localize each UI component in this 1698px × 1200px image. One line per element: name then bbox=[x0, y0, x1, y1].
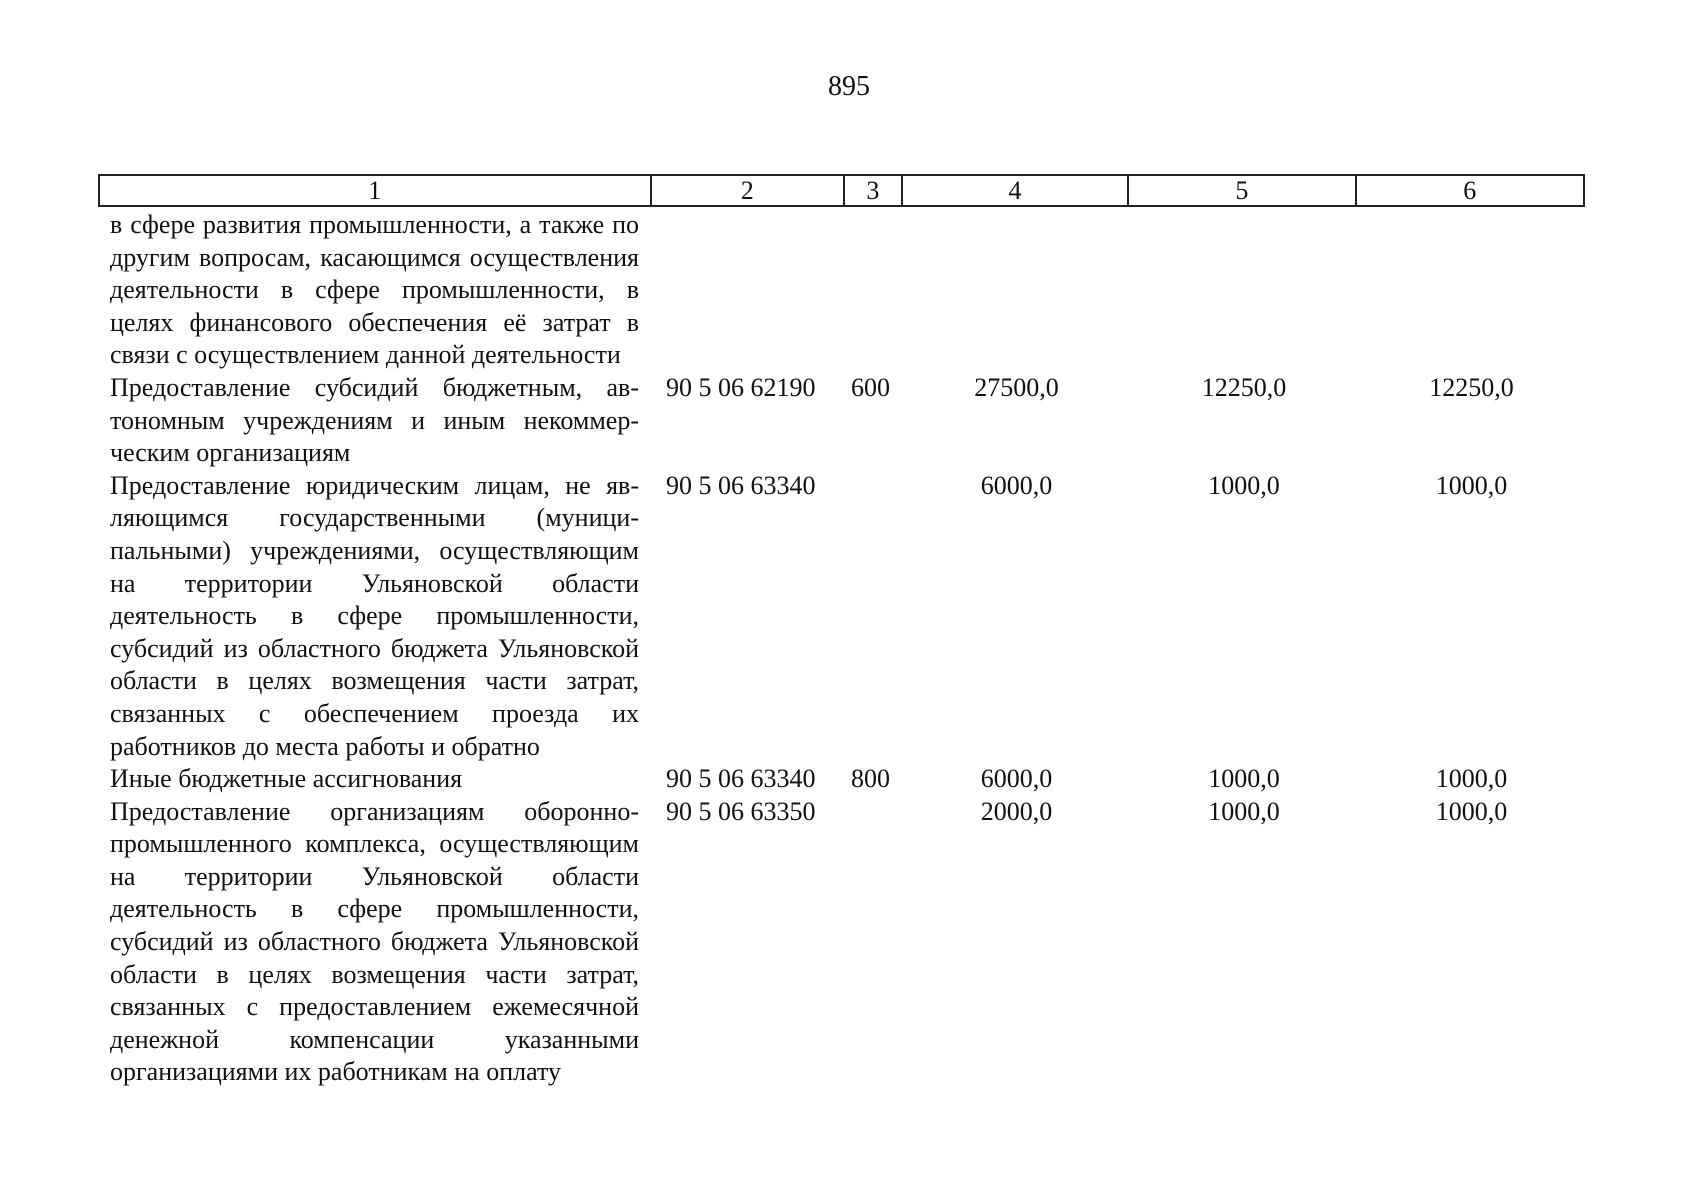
row-value-col4: 6000,0 bbox=[980, 764, 1053, 794]
table-row bbox=[98, 763, 1585, 796]
column-header-6: 6 bbox=[1463, 176, 1477, 205]
row-expense-type: 800 bbox=[851, 764, 890, 794]
row-description: в сфере развития промышленности, а также по другим вопросам, касающимся осуществления деятельности в сфере промышленности, в целях финансового обеспечения её затрат в связи с осуществлением данной деятельности bbox=[110, 210, 639, 370]
row-value-col5: 1000,0 bbox=[1208, 764, 1280, 794]
table-row bbox=[98, 372, 1585, 470]
row-value-col4: 27500,0 bbox=[974, 372, 1059, 402]
page-number: 895 bbox=[828, 71, 870, 102]
column-header-3: 3 bbox=[845, 176, 903, 205]
table-row bbox=[98, 470, 1585, 763]
table-row bbox=[98, 796, 1585, 1089]
row-value-col4: 2000,0 bbox=[980, 796, 1053, 826]
row-code: 90 5 06 62190 bbox=[666, 372, 816, 402]
column-header-5: 5 bbox=[1129, 176, 1356, 205]
column-header-4: 4 bbox=[903, 176, 1129, 205]
column-header-1: 1 bbox=[100, 176, 652, 205]
row-description: Предоставление юридическим лицам, не являющимся государственными (муниципальными) учреждениями, осуществляющим на территории Ульяновской области деятельность в сфере промышленности, субсидий из областного бюджета Ульяновской области в целях возмещения части затрат, связанных с обеспечением проезда их работников до места работы и обратно bbox=[110, 470, 639, 761]
row-value-col5: 12250,0 bbox=[1201, 372, 1287, 402]
row-value-col5: 1000,0 bbox=[1208, 796, 1280, 826]
column-header-2: 2 bbox=[652, 176, 845, 205]
row-description: Предоставление организациям оборонно-промышленного комплекса, осуществляющим на территории Ульяновской области деятельность в сфере промышленности, субсидий из областного бюджета Ульяновской области в целях возмещения части затрат, связанных с предоставлением ежемесячной денежной компенсации указанными организациями их работникам на оплату bbox=[110, 796, 639, 1087]
row-value-col6: 12250,0 bbox=[1429, 372, 1514, 402]
row-value-col4: 6000,0 bbox=[980, 470, 1053, 500]
row-value-col6: 1000,0 bbox=[1435, 764, 1508, 794]
row-code: 90 5 06 63350 bbox=[666, 796, 816, 826]
budget-table-body bbox=[98, 209, 1585, 1089]
row-description: Иные бюджетные ассигнования bbox=[110, 764, 463, 794]
row-expense-type: 600 bbox=[851, 372, 890, 402]
table-row bbox=[98, 209, 1585, 372]
row-code: 90 5 06 63340 bbox=[666, 764, 816, 794]
row-value-col6: 1000,0 bbox=[1435, 796, 1508, 826]
row-description: Предоставление субсидий бюджетным, автономным учреждениям и иным некоммерческим организациям bbox=[110, 372, 639, 468]
table-header-row bbox=[98, 174, 1585, 207]
row-value-col6: 1000,0 bbox=[1435, 470, 1508, 500]
row-value-col5: 1000,0 bbox=[1208, 470, 1280, 500]
row-code: 90 5 06 63340 bbox=[666, 470, 816, 500]
